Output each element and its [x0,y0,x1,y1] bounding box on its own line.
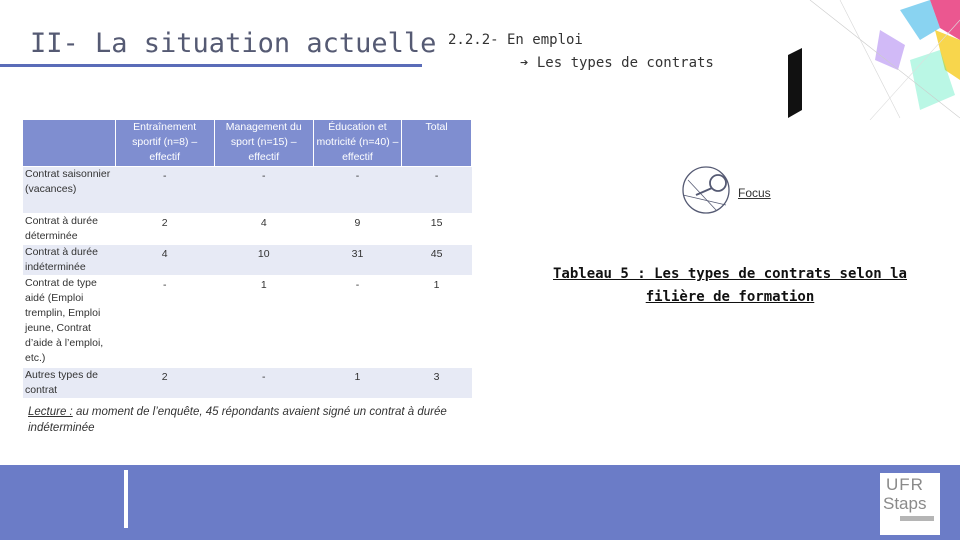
column-header: Management du sport (n=15) – effectif [214,120,313,167]
focus-link[interactable]: Focus [738,186,771,200]
table-cell: 1 [214,276,313,368]
table-row [23,245,472,276]
title-underline [0,64,422,67]
table-row [23,368,472,399]
table-cell: 3 [402,368,472,399]
subsection-heading: ➔ Les types de contrats [520,55,714,71]
table-note [28,404,468,436]
column-header: Entraînement sportif (n=8) – effectif [115,120,214,167]
footer-band [0,465,960,540]
table-cell: 2 [115,368,214,399]
logo-mark [900,516,934,521]
page-title: II- La situation actuelle [30,28,437,59]
table-cell: 31 [313,245,401,276]
row-label: Contrat à durée déterminée [23,214,115,245]
decorative-graphic [780,0,960,120]
row-label: Contrat de type aidé (Emploi tremplin, Emploi jeune, Contrat d’aide à l’emploi, etc.) [23,276,115,368]
table-caption: Tableau 5 : Les types de contrats selon la filière de formation [552,266,907,305]
table-cell: - [313,276,401,368]
table-header-row [23,120,472,167]
table-cell: - [402,167,472,214]
note-text: au moment de l’enquête, 45 répondants avaient signé un contrat à durée indéterminée [28,406,447,434]
table-cell: 15 [402,214,472,245]
table-row [23,214,472,245]
note-lead: Lecture : [28,406,73,418]
contracts-table [23,120,472,399]
footer-divider [124,470,128,528]
table-cell: - [115,167,214,214]
table-cell: - [313,167,401,214]
table-row [23,167,472,214]
table-cell: - [214,368,313,399]
column-header: Éducation et motricité (n=40) – effectif [313,120,401,167]
table-cell: 9 [313,214,401,245]
logo-line2: Staps [883,494,927,513]
table-cell: 1 [313,368,401,399]
table-cell: 4 [115,245,214,276]
column-header: Total [402,120,472,167]
table-cell: 1 [402,276,472,368]
logo-line1: UFR [886,475,924,494]
row-label: Contrat saisonnier (vacances) [23,167,115,214]
table-cell: - [115,276,214,368]
table-cell: 4 [214,214,313,245]
row-label: Autres types de contrat [23,368,115,399]
row-label: Contrat à durée indéterminée [23,245,115,276]
table-cell: 10 [214,245,313,276]
section-heading: 2.2.2- En emploi [448,32,583,48]
table-cell: 45 [402,245,472,276]
ufr-staps-logo [880,473,940,535]
table-cell: - [214,167,313,214]
table-row [23,276,472,368]
table-corner-cell [23,120,115,167]
magnifier-icon [678,165,734,215]
table-cell: 2 [115,214,214,245]
